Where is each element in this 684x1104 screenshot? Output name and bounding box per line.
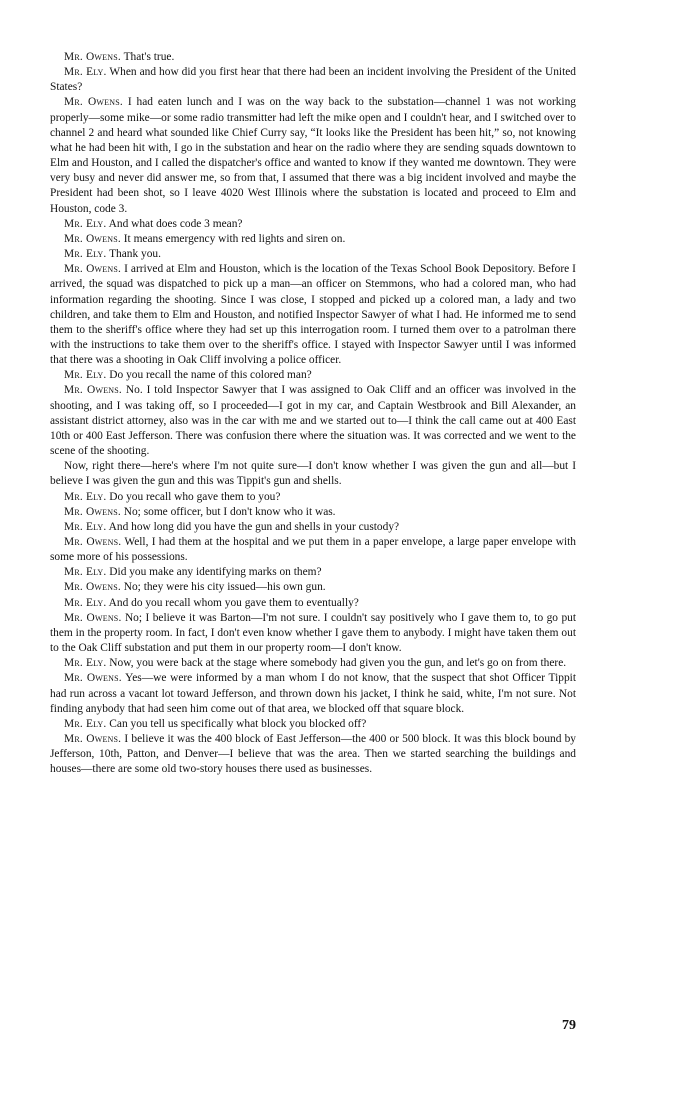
speaker-label: Mr. Owens. (64, 505, 121, 518)
speaker-label: Mr. Ely. (64, 369, 107, 382)
speech-text: And how long did you have the gun and shells in your custody? (108, 520, 400, 533)
transcript-paragraph (50, 232, 576, 247)
speaker-label: Mr. Owens. (64, 672, 122, 685)
speech-text: That's true. (123, 51, 175, 63)
speaker-label: Mr. Ely. (64, 66, 107, 79)
speech-text: And what does code 3 mean? (108, 217, 243, 230)
speaker-label: Mr. Ely. (64, 596, 107, 609)
speaker-label: Mr. Ely. (64, 520, 107, 533)
transcript-paragraph (50, 95, 576, 216)
speech-text: Can you tell us specifically what block you blocked off? (109, 717, 367, 730)
speech-text: No; some officer, but I don't know who it was. (123, 505, 336, 518)
speaker-label: Mr. Ely. (64, 717, 107, 730)
transcript-paragraph (50, 217, 576, 232)
speaker-label: Mr. Ely. (64, 248, 107, 261)
speech-text: And do you recall whom you gave them to eventually? (108, 596, 359, 609)
speech-text: No; I believe it was Barton—I'm not sure. I couldn't say positively who I gave them to, to go put them in the property room. In fact, I don't even know whether I gave them to anybody. I might have taken them out to the Oak Cliff substation and put them in our property room—I don't know. (50, 611, 576, 655)
speaker-label: Mr. Owens. (64, 611, 122, 624)
transcript-paragraph (50, 383, 576, 459)
transcript-paragraph (50, 459, 576, 489)
speech-text: No. I told Inspector Sawyer that I was assigned to Oak Cliff and an officer was involved in the shooting, and I was taking off, so I proceeded—I got in my car, and Captain Westbrook and Bill Alexander, an assistant district attorney, also was in the car with me and we started out to—I think the call came out at 400 East 10th or 400 East Jefferson. There was confusion there where the situation was. It was corrected and we went to the scene of the shooting. (50, 384, 576, 458)
speech-text: It means emergency with red lights and siren on. (123, 232, 346, 245)
speech-text: Thank you. (109, 248, 161, 261)
speaker-label: Mr. Owens. (64, 581, 121, 594)
transcript-paragraph (50, 656, 576, 671)
transcript-paragraph (50, 50, 576, 65)
transcript-paragraph (50, 65, 576, 95)
speech-text: Yes—we were informed by a man whom I do not know, that the suspect that shot Officer Tippit had run across a vacant lot toward Jefferson, and thrown down his jacket, I think he said, white, I'm not sure. Not finding anybody that had seen him come out of that area, we blocked off that square block. (50, 672, 576, 715)
transcript-paragraph (50, 611, 576, 656)
speaker-label: Mr. Ely. (64, 566, 107, 579)
speech-text: Now, you were back at the stage where somebody had given you the gun, and let's go on from there. (109, 657, 567, 670)
transcript-paragraph (50, 490, 576, 505)
transcript-paragraph (50, 247, 576, 262)
speech-text: Well, I had them at the hospital and we put them in a paper envelope, a large paper envelope with some more of his possessions. (50, 536, 576, 564)
transcript-paragraph (50, 580, 576, 595)
speech-text: Do you recall the name of this colored man? (109, 369, 312, 382)
speaker-label: Mr. Owens. (64, 51, 121, 63)
speech-text: Do you recall who gave them to you? (109, 490, 281, 503)
speech-text: Now, right there—here's where I'm not quite sure—I don't know whether I was given the gun and all—but I believe I was given the gun and this was Tippit's gun and shells. (50, 460, 576, 488)
speaker-label: Mr. Owens. (64, 733, 122, 746)
transcript-paragraph (50, 671, 576, 716)
transcript-paragraph (50, 535, 576, 565)
speaker-label: Mr. Ely. (64, 490, 107, 503)
speaker-label: Mr. Owens. (64, 536, 122, 548)
page-number: 79 (562, 1018, 576, 1033)
speaker-label: Mr. Owens. (64, 263, 122, 276)
speaker-label: Mr. Ely. (64, 217, 107, 230)
transcript-paragraph (50, 565, 576, 580)
speech-text: I had eaten lunch and I was on the way back to the substation—channel 1 was not working properly—some mike—or some radio transmitter had left the mike open and I couldn't hear, and I switched over to channel 2 and heard what sounded like Chief Curry say, “It looks like the President has been hit,” so, not knowing what he had been hit with, I go in the substation and hear on the radio where they are sending squads downtown to Elm and Houston, and I called the dispatcher's office and wanted to know if they wanted me downtown. They were very busy and never did answer me, so from that, I assumed that there was a big incident involved and maybe the President had been shot, so I leave 4020 West Illinois where the substation is located and proceed to Elm and Houston, code 3. (50, 96, 576, 215)
transcript-paragraph (50, 596, 576, 611)
speaker-label: Mr. Owens. (64, 384, 122, 397)
transcript-paragraph (50, 732, 576, 777)
transcript-paragraph (50, 717, 576, 732)
transcript-paragraph (50, 520, 576, 535)
speaker-label: Mr. Ely. (64, 657, 107, 670)
transcript-paragraph (50, 505, 576, 520)
speech-text: Did you make any identifying marks on them? (109, 566, 322, 579)
speech-text: I arrived at Elm and Houston, which is the location of the Texas School Book Depository. Before I arrived, the squad was dispatched to pick up a man—an officer on Stemmons, who had a colored man, who had information regarding the shooting. Since I was close, I stopped and picked up a colored man, a lady and two children, and take them to Elm and Houston, and notified Inspector Sawyer of what I had. He informed me to send them to the sheriff's office where they had set up this interrogation room. I turned them over to a patrolman there with the instructions to take them over to the sheriff's office. I stayed with Inspector Sawyer until I was informed that there was a shooting in Oak Cliff involving a police officer. (50, 263, 576, 367)
speech-text: When and how did you first hear that there had been an incident involving the President of the United States? (50, 66, 576, 94)
transcript-paragraph (50, 368, 576, 383)
speech-text: I believe it was the 400 block of East Jefferson—the 400 or 500 block. It was this block bound by Jefferson, 10th, Patton, and Denver—I believe that was the area. Then we started searching the buildings and houses—there are some old two-story houses there used as businesses. (50, 733, 576, 776)
transcript-page (50, 50, 576, 778)
speaker-label: Mr. Owens. (64, 96, 123, 109)
speech-text: No; they were his city issued—his own gun. (123, 581, 326, 594)
transcript-paragraph (50, 262, 576, 368)
speaker-label: Mr. Owens. (64, 232, 121, 245)
